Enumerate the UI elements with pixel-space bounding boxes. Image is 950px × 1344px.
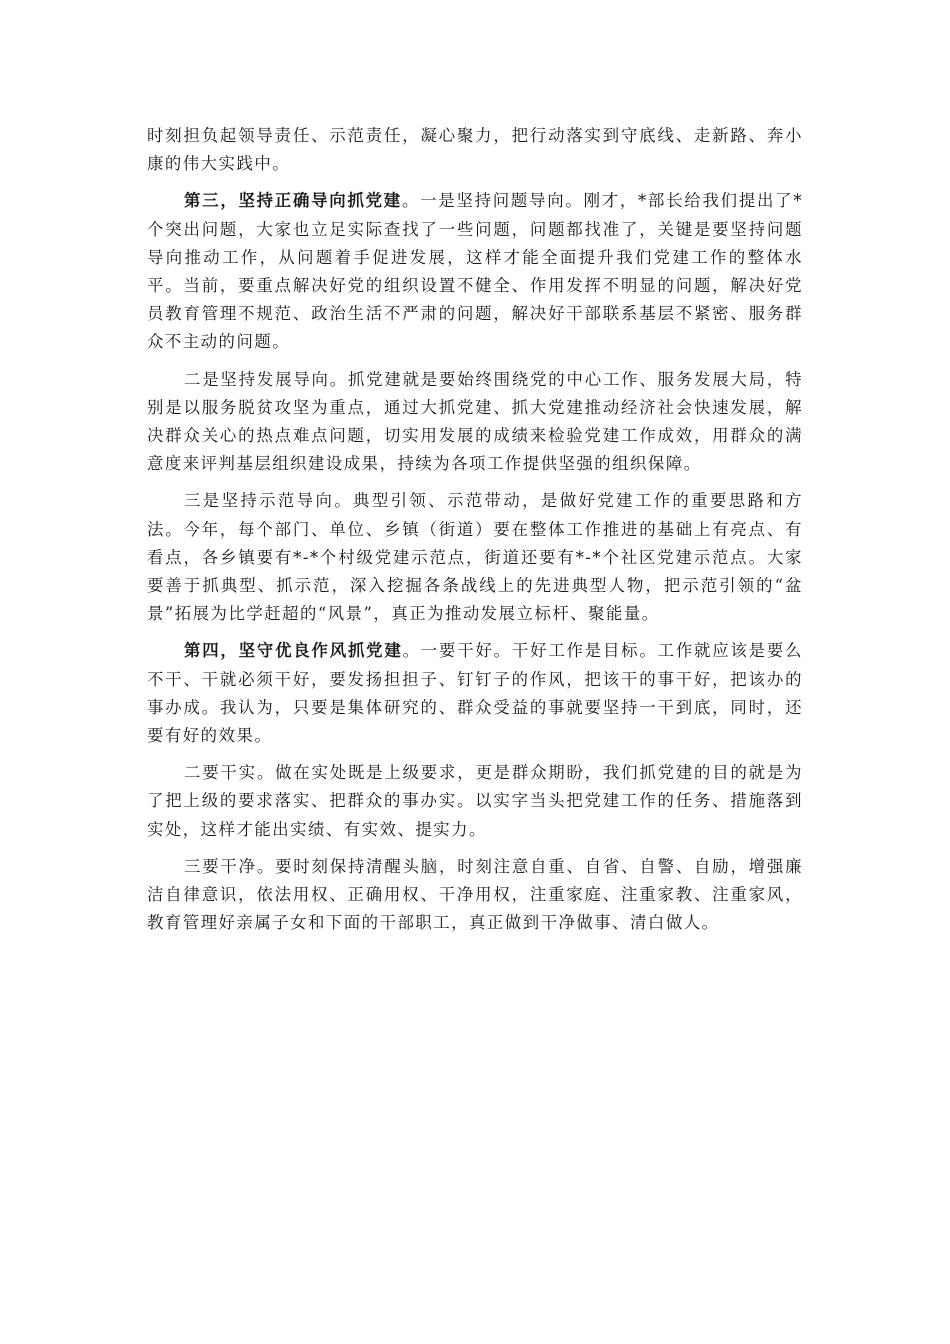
- paragraph-3-text: 二是坚持发展导向。抓党建就是要始终围绕党的中心工作、服务发展大局，特别是以服务脱贫攻坚为重点，通过大抓党建、抓大党建推动经济社会快速发展，解决群众关心的热点难点问题，切实用发展的成绩来检验党建工作成效，用群众的满意度来评判基层组织建设成果，持续为各项工作提供坚强的组织保障。: [147, 369, 803, 474]
- paragraph-3: [147, 366, 803, 479]
- document-body: [147, 122, 803, 946]
- paragraph-6-text: 二要干实。做在实处既是上级要求，更是群众期盼，我们抓党建的目的就是为了把上级的要求落实、把群众的事办实。以实字当头把党建工作的任务、措施落到实处，这样才能出实绩、有实效、提实力。: [147, 763, 803, 839]
- section-heading-third: 第三，坚持正确导向抓党建: [184, 191, 402, 211]
- paragraph-7-text: 三要干净。要时刻保持清醒头脑，时刻注意自重、自省、自警、自励，增强廉洁自律意识，依法用权、正确用权、干净用权，注重家庭、注重家教、注重家风，教育管理好亲属子女和下面的干部职工，真正做到干净做事、清白做人。: [147, 856, 803, 933]
- paragraph-2-text: 。一是坚持问题导向。刚才，*部长给我们提出了*个突出问题，大家也立足实际查找了一些问题，问题都找准了，关键是要坚持问题导向推动工作，从问题着手促进发展，这样才能全面提升我们党建工作的整体水平。当前，要重点解决好党的组织设置不健全、作用发挥不明显的问题，解决好党员教育管理不规范、政治生活不严肃的问题，解决好干部联系基层不紧密、服务群众不主动的问题。: [147, 191, 804, 352]
- paragraph-5-text: 。一要干好。干好工作是目标。工作就应该是要么不干、干就必须干好，要发扬担担子、钉钉子的作风，把该干的事干好，把该办的事办成。我认为，只要是集体研究的、群众受益的事就要坚持一干到底，同时，还要有好的效果。: [147, 641, 804, 746]
- paragraph-1: [147, 122, 803, 178]
- paragraph-5: [147, 637, 803, 750]
- paragraph-7: [147, 853, 803, 938]
- section-heading-fourth: 第四，坚守优良作风抓党建: [184, 641, 403, 661]
- paragraph-1-text: 时刻担负起领导责任、示范责任，凝心聚力，把行动落实到守底线、走新路、奔小康的伟大实践中。: [147, 126, 803, 174]
- paragraph-4-text: 三是坚持示范导向。典型引领、示范带动，是做好党建工作的重要思路和方法。今年，每个部门、单位、乡镇（街道）要在整体工作推进的基础上有亮点、有看点，各乡镇要有*-*个村级党建示范点，街道还要有*-*个社区党建示范点。大家要善于抓典型、抓示范，深入挖掘各条战线上的先进典型人物，把示范引领的“盆景”拓展为比学赶超的“风景”，真正为推动发展立标杆、聚能量。: [147, 491, 803, 624]
- paragraph-2: [147, 187, 803, 356]
- paragraph-6: [147, 759, 803, 844]
- paragraph-4: [147, 487, 803, 628]
